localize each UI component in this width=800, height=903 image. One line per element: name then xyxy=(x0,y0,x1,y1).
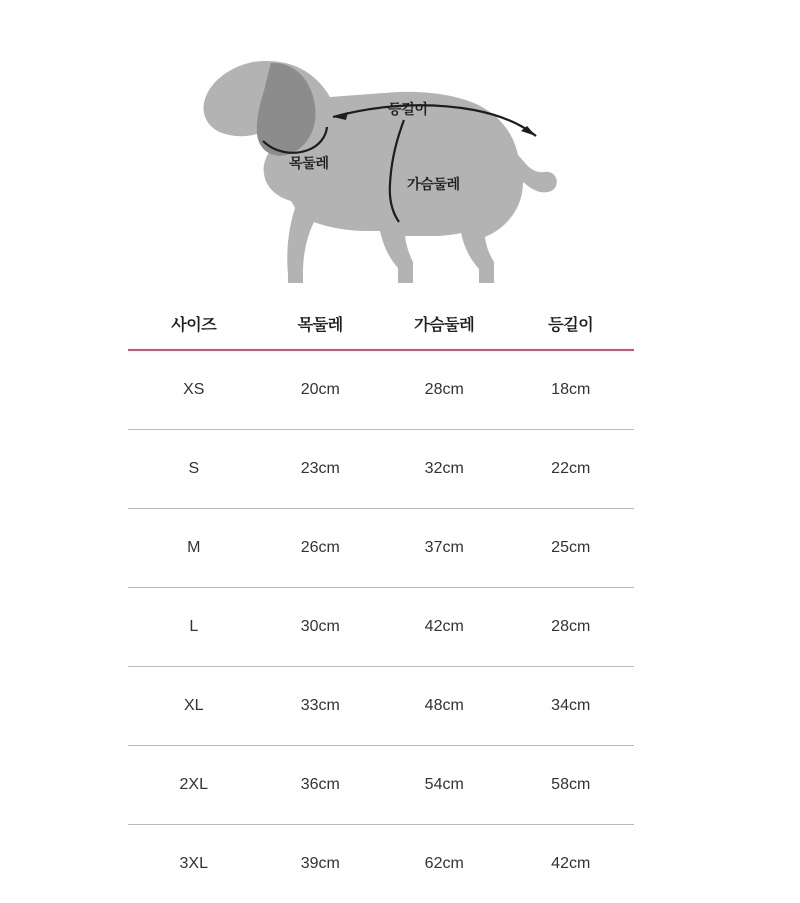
cell-back: 18cm xyxy=(507,350,634,430)
cell-chest: 37cm xyxy=(381,509,508,588)
cell-neck: 33cm xyxy=(260,667,381,746)
dog-silhouette-shape xyxy=(204,61,557,283)
cell-size: XS xyxy=(128,350,260,430)
cell-back: 22cm xyxy=(507,430,634,509)
cell-size: L xyxy=(128,588,260,667)
column-header-chest: 가슴둘레 xyxy=(381,300,508,350)
cell-size: M xyxy=(128,509,260,588)
cell-back: 25cm xyxy=(507,509,634,588)
column-header-neck: 목둘레 xyxy=(260,300,381,350)
cell-chest: 32cm xyxy=(381,430,508,509)
cell-neck: 39cm xyxy=(260,825,381,903)
annotation-chest-label: 가슴둘레 xyxy=(407,174,460,194)
cell-neck: 30cm xyxy=(260,588,381,667)
cell-chest: 48cm xyxy=(381,667,508,746)
cell-size: 2XL xyxy=(128,746,260,825)
cell-size: 3XL xyxy=(128,825,260,903)
cell-neck: 36cm xyxy=(260,746,381,825)
cell-back: 42cm xyxy=(507,825,634,903)
table-row xyxy=(128,667,634,746)
annotation-neck-label: 목둘레 xyxy=(289,153,329,173)
cell-back: 28cm xyxy=(507,588,634,667)
cell-size: S xyxy=(128,430,260,509)
table-row xyxy=(128,350,634,430)
table-row xyxy=(128,825,634,903)
cell-back: 34cm xyxy=(507,667,634,746)
annotation-back-label: 등길이 xyxy=(388,99,428,119)
table-header-row xyxy=(128,300,634,350)
cell-chest: 62cm xyxy=(381,825,508,903)
cell-size: XL xyxy=(128,667,260,746)
size-table-container xyxy=(128,300,634,903)
cell-back: 58cm xyxy=(507,746,634,825)
cell-neck: 26cm xyxy=(260,509,381,588)
table-row xyxy=(128,746,634,825)
column-header-size: 사이즈 xyxy=(128,300,260,350)
size-table xyxy=(128,300,634,903)
dog-measurement-illustration xyxy=(0,0,800,300)
cell-chest: 54cm xyxy=(381,746,508,825)
table-header xyxy=(128,300,634,350)
table-row xyxy=(128,588,634,667)
cell-neck: 20cm xyxy=(260,350,381,430)
table-row xyxy=(128,509,634,588)
column-header-back: 등길이 xyxy=(507,300,634,350)
cell-neck: 23cm xyxy=(260,430,381,509)
dog-figure xyxy=(0,0,800,300)
table-body xyxy=(128,350,634,903)
table-row xyxy=(128,430,634,509)
cell-chest: 42cm xyxy=(381,588,508,667)
cell-chest: 28cm xyxy=(381,350,508,430)
